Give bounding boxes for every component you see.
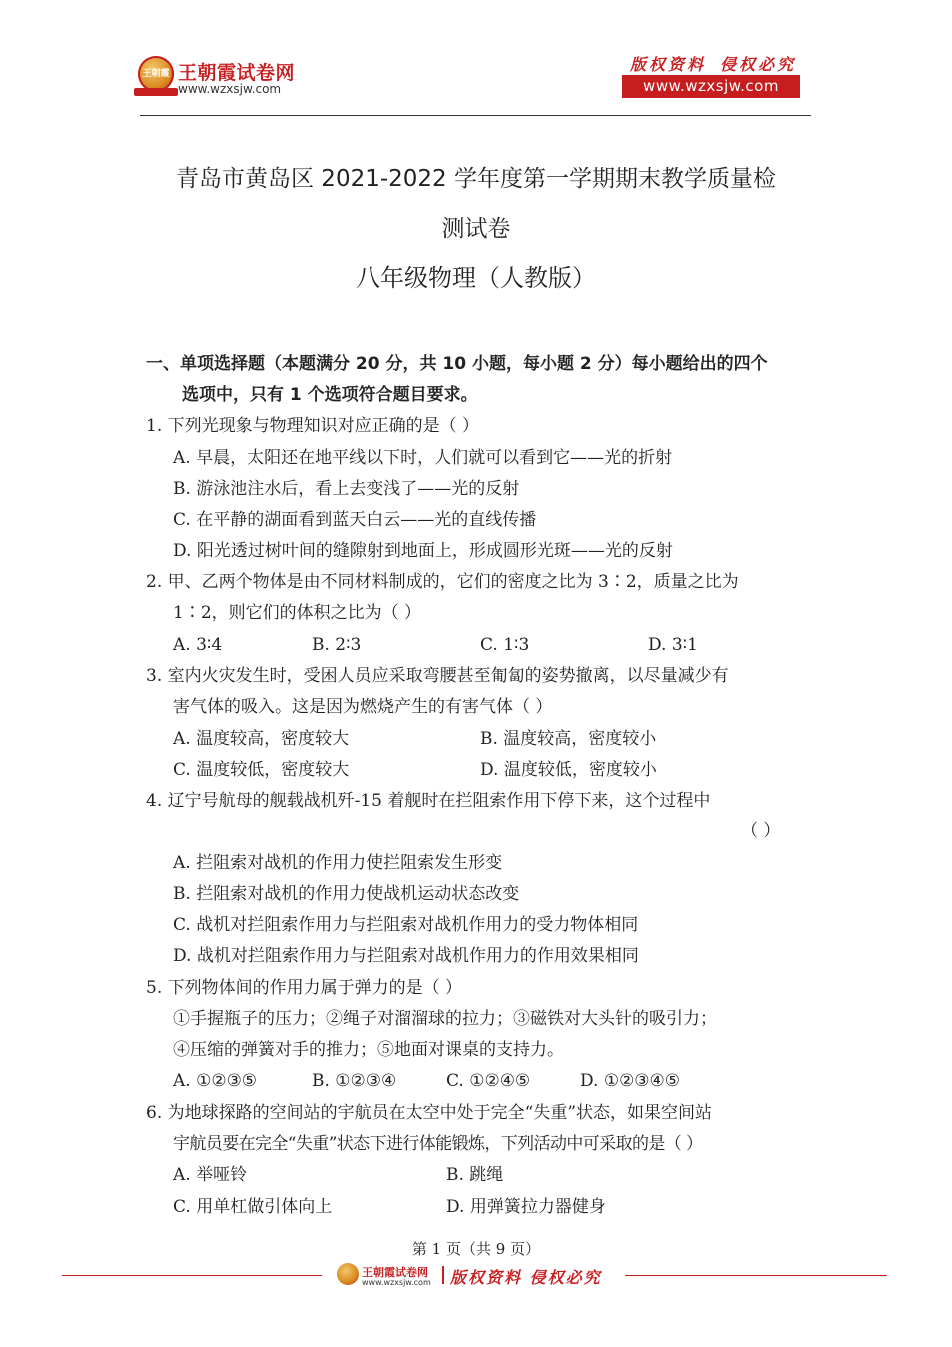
q5-detail-line2: ④压缩的弹簧对手的推力；⑤地面对课桌的支持力。 xyxy=(173,1040,564,1060)
q5-option-a: A. ①②③⑤ xyxy=(173,1071,258,1091)
slogan-left: 版权资料 xyxy=(630,55,707,74)
q1-option-b: B. 游泳池注水后，看上去变浅了——光的反射 xyxy=(173,479,520,499)
q2-option-b: B. 2∶3 xyxy=(312,635,362,655)
slogan-right: 侵权必究 xyxy=(720,55,797,74)
footer-logo-name: 王朝霞试卷网 xyxy=(362,1266,428,1279)
logo-url[interactable]: www.wzxsjw.com xyxy=(178,82,282,96)
footer-divider-left xyxy=(62,1275,322,1276)
q6-option-d: D. 用弹簧拉力器健身 xyxy=(446,1197,606,1217)
q2-option-d: D. 3∶1 xyxy=(648,635,698,655)
header-divider xyxy=(140,115,811,116)
exam-subtitle: 八年级物理（人教版） xyxy=(356,264,596,292)
header-site-url[interactable]: www.wzxsjw.com xyxy=(622,75,800,98)
q6-option-a: A. 举哑铃 xyxy=(173,1165,248,1185)
site-logo-icon xyxy=(138,56,174,92)
q3-stem-line2: 害气体的吸入。这是因为燃烧产生的有害气体（ ） xyxy=(173,697,553,717)
q1-option-c: C. 在平静的湖面看到蓝天白云——光的直线传播 xyxy=(173,510,537,530)
footer-slogan: 版权资料 侵权必究 xyxy=(450,1268,602,1287)
q5-option-c: C. ①②④⑤ xyxy=(446,1071,531,1091)
q6-option-c: C. 用单杠做引体向上 xyxy=(173,1197,333,1217)
footer-divider-right xyxy=(625,1275,887,1276)
q5-option-b: B. ①②③④ xyxy=(312,1071,397,1091)
q4-option-b: B. 拦阻索对战机的作用力使战机运动状态改变 xyxy=(173,884,520,904)
logo-badge-text: 王朝霞 xyxy=(142,69,170,79)
q5-option-d: D. ①②③④⑤ xyxy=(580,1071,681,1091)
footer-separator xyxy=(442,1266,444,1284)
q1-option-a: A. 早晨，太阳还在地平线以下时，人们就可以看到它——光的折射 xyxy=(173,448,673,468)
section-heading-line1: 一、单项选择题（本题满分 20 分，共 10 小题，每小题 2 分）每小题给出的四个 xyxy=(146,354,768,374)
q1-stem: 1. 下列光现象与物理知识对应正确的是（ ） xyxy=(146,416,480,436)
q6-option-b: B. 跳绳 xyxy=(446,1165,504,1185)
logo-ribbon xyxy=(134,88,178,96)
q6-stem-line2: 宇航员要在完全“失重”状态下进行体能锻炼，下列活动中可采取的是（ ） xyxy=(173,1134,703,1154)
header-slogan xyxy=(630,52,796,75)
footer-logo-icon xyxy=(337,1263,359,1285)
logo-name: 王朝霞试卷网 xyxy=(178,62,296,84)
q5-detail-line1: ①手握瓶子的压力；②绳子对溜溜球的拉力；③磁铁对大头针的吸引力； xyxy=(173,1009,717,1029)
q4-option-a: A. 拦阻索对战机的作用力使拦阻索发生形变 xyxy=(173,853,503,873)
q6-stem-line1: 6. 为地球探路的空间站的宇航员在太空中处于完全“失重”状态，如果空间站 xyxy=(146,1103,713,1123)
q1-option-d: D. 阳光透过树叶间的缝隙射到地面上，形成圆形光斑——光的反射 xyxy=(173,541,673,561)
q4-option-c: C. 战机对拦阻索作用力与拦阻索对战机作用力的受力物体相同 xyxy=(173,915,639,935)
q3-option-c: C. 温度较低，密度较大 xyxy=(173,760,350,780)
q5-stem: 5. 下列物体间的作用力属于弹力的是（ ） xyxy=(146,978,463,998)
q2-option-c: C. 1∶3 xyxy=(480,635,530,655)
q3-option-a: A. 温度较高，密度较大 xyxy=(173,729,350,749)
q2-stem-line1: 2. 甲、乙两个物体是由不同材料制成的，它们的密度之比为 3∶2，质量之比为 xyxy=(146,572,739,592)
page-number: 第 1 页（共 9 页） xyxy=(411,1240,541,1258)
q3-option-d: D. 温度较低，密度较小 xyxy=(480,760,657,780)
footer-logo-url[interactable]: www.wzxsjw.com xyxy=(362,1278,431,1287)
q2-option-a: A. 3∶4 xyxy=(173,635,223,655)
exam-title-line1: 青岛市黄岛区 2021-2022 学年度第一学期期末教学质量检 xyxy=(176,166,776,192)
q3-stem-line1: 3. 室内火灾发生时，受困人员应采取弯腰甚至匍匐的姿势撤离，以尽量减少有 xyxy=(146,666,729,686)
section-heading-line2: 选项中，只有 1 个选项符合题目要求。 xyxy=(182,385,478,405)
q4-answer-bracket: （ ） xyxy=(741,821,781,841)
q2-stem-line2: 1∶2，则它们的体积之比为（ ） xyxy=(173,603,422,623)
q4-stem-line1: 4. 辽宁号航母的舰载战机歼-15 着舰时在拦阻索作用下停下来，这个过程中 xyxy=(146,791,711,811)
q4-option-d: D. 战机对拦阻索作用力与拦阻索对战机作用力的作用效果相同 xyxy=(173,946,639,966)
exam-title-line2: 测试卷 xyxy=(441,216,511,242)
q3-option-b: B. 温度较高，密度较小 xyxy=(480,729,657,749)
